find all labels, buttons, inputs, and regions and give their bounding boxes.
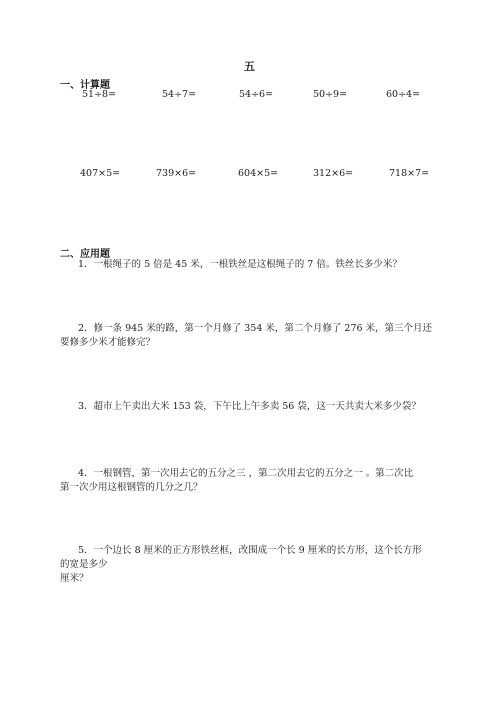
problem-text: 1．一根绳子的 5 倍是 45 米，一根铁丝是这根绳子的 7 倍。铁丝长多少米？ xyxy=(78,259,402,270)
calc-item: 54÷6= xyxy=(239,89,274,100)
word-problem-4 xyxy=(60,467,440,495)
problem-text: 要修多少米才能修完？ xyxy=(60,337,156,348)
problem-text: 4．一根钢管，第一次用去它的五分之三 ，第二次用去它的五分之一 。第二次比 xyxy=(78,468,414,479)
calc-item: 312×6= xyxy=(313,168,354,179)
calc-item: 407×5= xyxy=(80,168,121,179)
page-title: 五 xyxy=(244,60,255,73)
word-problem-3 xyxy=(60,400,440,414)
calc-item: 50÷9= xyxy=(313,89,348,100)
calc-row-multiplication xyxy=(0,168,499,182)
calc-item: 51÷8= xyxy=(82,89,117,100)
problem-text: 第一次少用这根钢管的几分之几？ xyxy=(60,482,203,493)
problem-text: 2．修一条 945 米的路，第一个月修了 354 米，第二个月修了 276 米，第三个月还 xyxy=(78,323,433,334)
problem-text: 3．超市上午卖出大米 153 袋，下午比上午多卖 56 袋，这一天共卖大米多少袋？ xyxy=(78,401,421,412)
word-problem-5 xyxy=(60,544,440,586)
calc-row-division xyxy=(0,89,499,103)
calc-item: 604×5= xyxy=(238,168,279,179)
word-problem-2 xyxy=(60,322,440,350)
section-heading-calculation: 一、计算题 xyxy=(60,80,110,91)
calc-item: 60÷4= xyxy=(386,89,421,100)
problem-text: 厘米？ xyxy=(60,573,89,584)
section-heading-word-problems: 二、应用题 xyxy=(60,249,110,260)
problem-text: 5．一个边长 8 厘米的正方形铁丝框，改围成一个长 9 厘米的长方形，这个长方形 xyxy=(78,545,422,556)
calc-item: 54÷7= xyxy=(162,89,197,100)
word-problem-1 xyxy=(60,258,440,272)
calc-item: 718×7= xyxy=(389,168,430,179)
calc-item: 739×6= xyxy=(156,168,197,179)
problem-text: 的宽是多少 xyxy=(60,559,108,570)
